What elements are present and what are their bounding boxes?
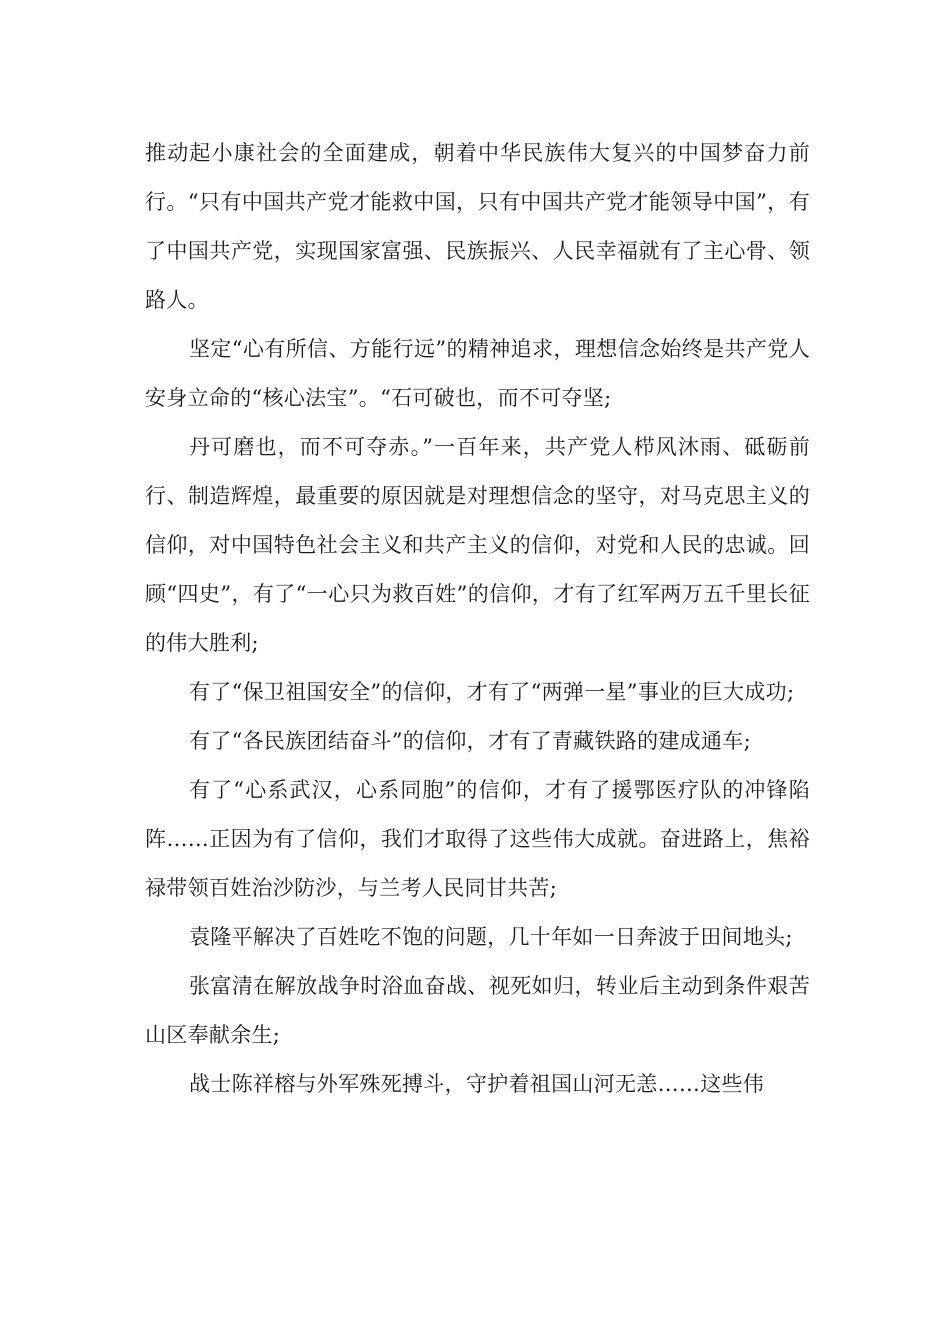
paragraph-1: 推动起小康社会的全面建成，朝着中华民族伟大复兴的中国梦奋力前行。“只有中国共产党才能救中国，只有中国共产党才能领导中国”，有了中国共产党，实现国家富强、民族振兴、人民幸福就有了主心骨、领路人。 <box>145 141 810 312</box>
paragraph-6: 有了“心系武汉，心系同胞”的信仰，才有了援鄂医疗队的冲锋陷阵……正因为有了信仰，我们才取得了这些伟大成就。奋进路上，焦裕禄带领百姓治沙防沙，与兰考人民同甘共苦; <box>145 778 810 900</box>
paragraph-4: 有了“保卫祖国安全”的信仰，才有了“两弹一星”事业的巨大成功; <box>189 680 795 704</box>
paragraph-5: 有了“各民族团结奋斗”的信仰，才有了青藏铁路的建成通车; <box>189 729 751 753</box>
paragraph-7: 袁隆平解决了百姓吃不饱的问题，几十年如一日奔波于田间地头; <box>189 925 793 949</box>
document-body <box>145 129 810 1109</box>
paragraph-8: 张富清在解放战争时浴血奋战、视死如归，转业后主动到条件艰苦山区奉献余生; <box>145 974 810 1047</box>
paragraph-9: 战士陈祥榕与外军殊死搏斗，守护着祖国山河无恙……这些伟 <box>189 1072 765 1096</box>
paragraph-2: 坚定“心有所信、方能行远”的精神追求，理想信念始终是共产党人安身立命的“核心法宝”。“石可破也，而不可夺坚; <box>145 337 810 410</box>
paragraph-3: 丹可磨也，而不可夺赤。”一百年来，共产党人栉风沐雨、砥砺前行、制造辉煌，最重要的原因就是对理想信念的坚守，对马克思主义的信仰，对中国特色社会主义和共产主义的信仰，对党和人民的忠诚。回顾“四史”，有了“一心只为救百姓”的信仰，才有了红军两万五千里长征的伟大胜利; <box>145 435 810 655</box>
